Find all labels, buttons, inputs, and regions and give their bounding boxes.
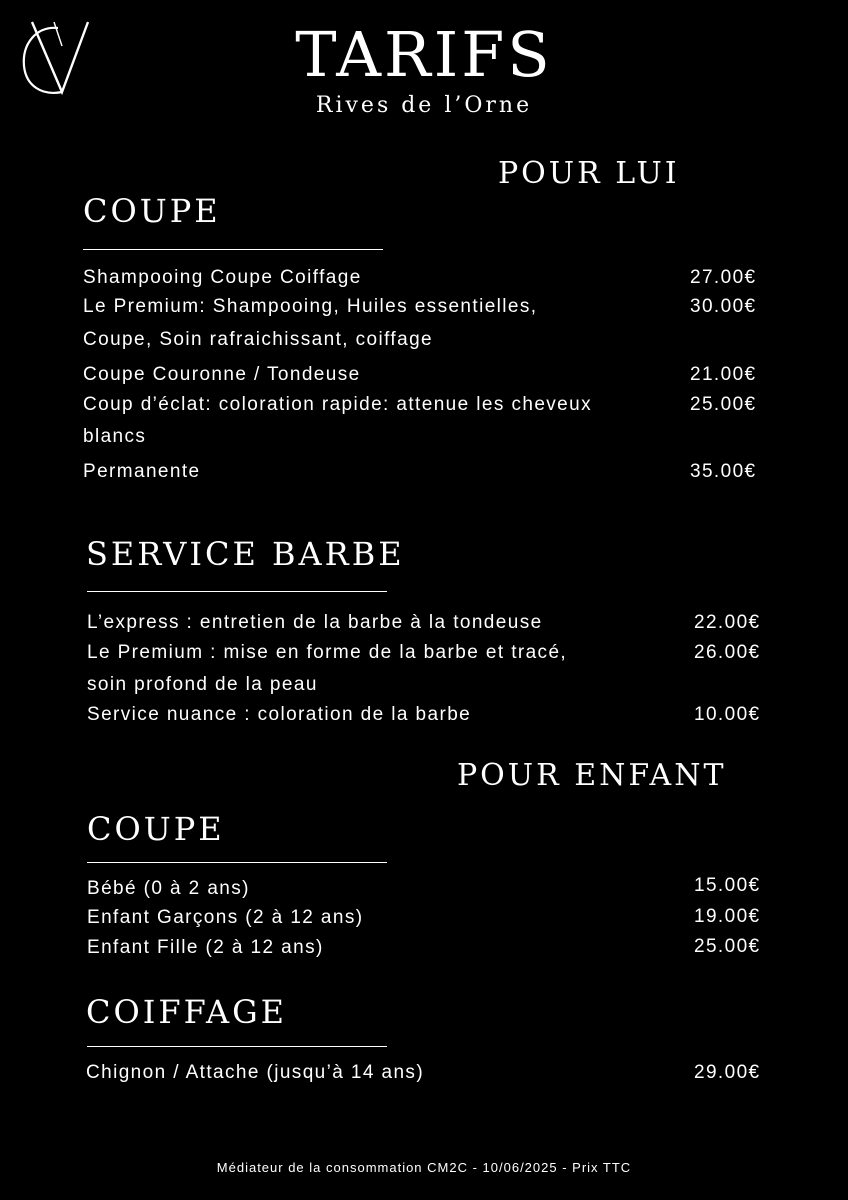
price-item-price: 27.00€ [690,267,757,288]
audience-label-lui: POUR LUI [498,156,680,191]
price-item-price: 35.00€ [690,461,757,482]
price-item-price: 19.00€ [694,906,761,927]
price-item-price: 30.00€ [690,296,757,317]
price-item-label: Le Premium: Shampooing, Huiles essentielles, [83,296,538,317]
price-item-label: L’express : entretien de la barbe à la tondeuse [87,612,543,633]
section-heading-coupe-lui: COUPE [83,192,221,230]
price-item-price: 25.00€ [690,394,757,415]
price-item-price: 25.00€ [694,936,761,957]
price-item-label: Service nuance : coloration de la barbe [87,704,472,725]
price-item-label-continued: Coupe, Soin rafraichissant, coiffage [83,329,434,350]
footer-note: Médiateur de la consommation CM2C - 10/06/2025 - Prix TTC [216,1160,632,1175]
price-item-price: 15.00€ [694,875,761,896]
price-item-price: 26.00€ [694,642,761,663]
section-heading-barbe: SERVICE BARBE [86,535,405,573]
price-item-label: Permanente [83,461,201,482]
section-heading-coupe-enfant: COUPE [87,810,225,848]
section-divider [87,591,387,592]
price-item-price: 21.00€ [690,364,757,385]
price-item-label: Chignon / Attache (jusqu’à 14 ans) [86,1062,425,1083]
section-divider [83,249,383,250]
price-item-label: Le Premium : mise en forme de la barbe et tracé, [87,642,568,663]
price-item-label: Coup d’éclat: coloration rapide: attenue les cheveux [83,394,593,415]
page-subtitle: Rives de l’Orne [315,93,533,118]
price-item-label: Enfant Fille (2 à 12 ans) [87,937,324,958]
price-item-label: Shampooing Coupe Coiffage [83,267,362,288]
price-item-price: 22.00€ [694,612,761,633]
price-item-label: Enfant Garçons (2 à 12 ans) [87,907,364,928]
section-divider [87,862,387,863]
section-heading-coiffage: COIFFAGE [86,993,288,1031]
audience-label-enfant: POUR ENFANT [457,758,727,793]
price-item-label-continued: blancs [83,426,147,447]
page-title: TARIFS [295,18,553,91]
price-item-price: 10.00€ [694,704,761,725]
price-item-price: 29.00€ [694,1062,761,1083]
price-item-label: Bébé (0 à 2 ans) [87,878,250,899]
section-divider [87,1046,387,1047]
price-item-label-continued: soin profond de la peau [87,674,318,695]
price-item-label: Coupe Couronne / Tondeuse [83,364,361,385]
